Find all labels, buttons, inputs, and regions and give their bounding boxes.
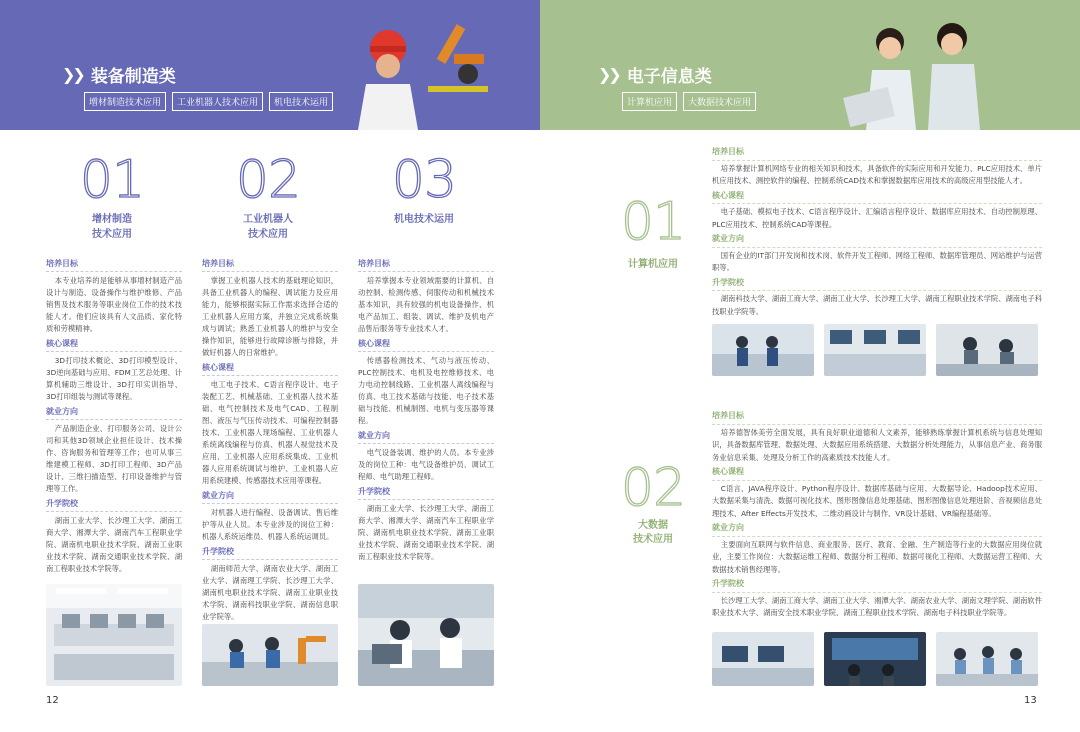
program-label-2: 技术应用 xyxy=(92,229,132,240)
program-label-2: 技术应用 xyxy=(248,229,288,240)
section-text: 培养德智体美劳全面发展，具有良好职业道德和人文素养，能够熟练掌握计算机系统与信息处理知识，具备数据库管理、数据处理、大数据应用系统搭建、大数据分析处理能力，从事信息产业、商务服务业信息采集、处理及分析工作的高素质技术技能人才。 xyxy=(712,427,1042,462)
tag: 工业机器人技术应用 xyxy=(172,92,263,111)
photo-data-lab-1 xyxy=(712,632,814,686)
section-head: 核心课程 xyxy=(46,338,182,352)
section-text: 长沙理工大学、湖南工商大学、湖南工业大学、湘潭大学、湖南农业大学、湖南文理学院、湖南软件职业技术大学、湖南安全技术职业学院、湖南工程职业技术学院、湖南电子科技职业学院等。 xyxy=(712,595,1042,617)
section-head: 核心课程 xyxy=(712,466,1042,481)
program-text-1 xyxy=(46,258,182,575)
section-text: 产品制造企业、打印服务公司、设计公司和其他3D领域企业担任设计、技术操作、咨询服务和管理等工作；也可从事三维建模工程师、3D打印工程师、3D产品设计、三维扫描造型、打印设备维护与管理等工作。 xyxy=(46,424,182,493)
photo-computer-class-1 xyxy=(712,324,814,376)
section-text: 掌握工业机器人技术的基础理论知识，具备工业机器人的编程、调试能力及应用能力，能够根据实际工作需求选择合适的工业机器人应用方案，并独立完成系统集成与调试；熟悉工业机器人的维护与安全操作知识，能够进行故障诊断与排除，并做好机器人的日常维护。 xyxy=(202,276,338,357)
section-text: 电工电子技术、C语言程序设计、电子装配工艺、机械基础、工业机器人技术基础、电气控制技术及电气CAD、工程制图、液压与气压传动技术、可编程控制器技术、工业机器人现场编程、工业机器人系统离线编程与仿真、机器人视觉技术及应用、工业机器人应用系统集成、工业机器人应用系统调试与维护、工业机器人应用系统建模、传感器技术应用等课程。 xyxy=(202,380,338,485)
program-label: 大数据 xyxy=(638,520,668,531)
chevron-right-icon: ❯❯ xyxy=(598,65,619,84)
program-label: 工业机器人 xyxy=(243,214,293,225)
section-head: 核心课程 xyxy=(202,362,338,376)
program-number: 02 xyxy=(620,458,686,518)
section-text: 湖南工业大学、长沙理工大学、湖南工商大学、湘潭大学、湖南汽车工程职业学院、湖南机电职业技术学院、湖南工业职业技术学院、湖南交通职业技术学院、湖南工程职业技术学院等。 xyxy=(358,504,494,561)
section-text: 对机器人进行编程、设备调试、售后维护等从业人员。本专业涉及的岗位工种：机器人系统运维员、机器人系统运调员。 xyxy=(202,508,338,541)
program-label-2: 技术应用 xyxy=(633,534,673,545)
tag: 大数据技术应用 xyxy=(683,92,756,111)
program-column-1 xyxy=(42,150,182,242)
program-label: 机电技术运用 xyxy=(394,214,454,225)
tag: 机电技术运用 xyxy=(269,92,333,111)
section-text: C语言、JAVA程序设计、Python程序设计、数据库基础与应用、大数据导论、Hadoop技术应用、大数据采集与清洗、数据可视化技术、图形图像信息处理基础、图形图像信息处理进阶、音视频信息处理技术、After Effects开发技术、二维动画设计与制作、VR设计基础、VR编程基础等。 xyxy=(712,483,1042,518)
tag-list-right xyxy=(622,92,756,111)
photo-electrical-training xyxy=(358,584,494,686)
program-text-2 xyxy=(202,258,338,623)
section-head: 升学院校 xyxy=(712,277,1042,292)
photo-computer-class-3 xyxy=(936,324,1038,376)
section-text: 本专业培养的是能够从事增材制造产品设计与制造、设备操作与维护维修、产品销售及技术服务等职业岗位工作的技术技能人才。他们应该具有人文品质、家化特质和劳模精神。 xyxy=(46,276,182,333)
section-text: 培养掌握计算机网络专业的相关知识和技术，具备软件的实际应用和开发能力、PLC应用技术、单片机应用技术、测控软件的编程、控制系统CAD技术和掌握数据库应用技术的高级应用型技能人才。 xyxy=(712,163,1042,185)
program-number: 03 xyxy=(391,150,457,210)
section-text: 传感器检测技术、气动与液压传动、PLC控制技术、电机及电控维修技术、电力电动控制线路、工业机器人离线编程与仿真、电工技术基础与技能、电子技术基础与技能、机械制图、电机与变压器等课程。 xyxy=(358,356,494,425)
program-text-bigdata xyxy=(712,410,1042,620)
banner-title-text: 装备制造类 xyxy=(90,67,176,87)
program-text-3 xyxy=(358,258,494,563)
section-head: 培养目标 xyxy=(46,258,182,272)
section-text: 湖南工业大学、长沙理工大学、湖南工商大学、湘潭大学、湖南汽车工程职业学院、湖南机电职业技术学院、湖南工业职业技术学院、湖南交通职业技术学院、湖南工程职业技术学院等。 xyxy=(46,516,182,573)
tag-list-left xyxy=(84,92,333,111)
banner-equipment-manufacturing xyxy=(0,0,540,130)
banner-title-left xyxy=(62,62,176,87)
section-head: 核心课程 xyxy=(358,338,494,352)
section-head: 就业方向 xyxy=(46,406,182,420)
photo-robot-workshop xyxy=(202,624,338,686)
program-label: 增材制造 xyxy=(92,214,132,225)
section-head: 培养目标 xyxy=(712,410,1042,425)
section-head: 升学院校 xyxy=(358,486,494,500)
chevron-right-icon: ❯❯ xyxy=(62,65,83,84)
program-number: 01 xyxy=(620,192,686,252)
section-head: 就业方向 xyxy=(358,430,494,444)
program-column-3 xyxy=(354,150,494,227)
banner-electronic-info xyxy=(540,0,1080,130)
section-text: 3D打印技术概论、3D打印模型设计、3D逆向基础与应用、FDM工艺总处理、计算机辅助三维设计、3D打印实训指导、3D打印组装与测试等课程。 xyxy=(46,356,182,401)
section-text: 湖南科技大学、湖南工商大学、湖南工业大学、长沙理工大学、湖南工程职业技术学院、湖南电子科技职业学院等。 xyxy=(712,294,1042,316)
banner-photo-students-laptop xyxy=(840,12,1000,130)
photo-computer-class-2 xyxy=(824,324,926,376)
section-text: 电气设备装调、维护的人员。本专业涉及的岗位工种：电气设备维护员、调试工程师、电气助理工程师。 xyxy=(358,448,494,481)
page-number-left: 12 xyxy=(46,695,59,706)
tag: 增材制造技术应用 xyxy=(84,92,166,111)
program-number: 01 xyxy=(79,150,145,210)
section-head: 核心课程 xyxy=(712,190,1042,205)
section-head: 升学院校 xyxy=(46,498,182,512)
photo-data-lab-3 xyxy=(936,632,1038,686)
photo-data-lab-2 xyxy=(824,632,926,686)
program-label: 计算机应用 xyxy=(628,259,678,270)
tag: 计算机应用 xyxy=(622,92,677,111)
section-head: 培养目标 xyxy=(358,258,494,272)
section-text: 主要面向互联网与软件信息、商业服务、医疗、教育、金融、生产制造等行业的大数据应用岗位就业，主要工作岗位：大数据运维工程师、数据分析工程师、数据可视化工程师、大数据运营工程师、大数据技术销售经理等。 xyxy=(712,539,1042,574)
section-head: 升学院校 xyxy=(202,546,338,560)
section-head: 就业方向 xyxy=(202,490,338,504)
section-text: 培养掌握本专业领域需要的计算机、自动控制、检测传感、伺服传动和机械技术基本知识，具有较强的机电设备操作、机电产品加工、组装、调试、维护及机电产品售后服务等专业技术人才。 xyxy=(358,276,494,333)
section-text: 国有企业的IT部门开发岗和技术岗、软件开发工程师、网络工程师、数据库管理员、网站维护与运营职等。 xyxy=(712,250,1042,272)
section-head: 升学院校 xyxy=(712,578,1042,593)
section-head: 培养目标 xyxy=(712,146,1042,161)
section-head: 就业方向 xyxy=(712,233,1042,248)
photo-lab-3d-printing xyxy=(46,584,182,686)
section-text: 湖南师范大学、湖南农业大学、湖南工业大学、湖南理工学院、长沙理工大学、湖南机电职业技术学院、湖南工业职业技术学院、湖南科技职业学院、湖南信息职业学院等。 xyxy=(202,564,338,621)
banner-title-text: 电子信息类 xyxy=(626,67,712,87)
program-number: 02 xyxy=(235,150,301,210)
banner-title-right xyxy=(598,62,712,87)
section-head: 培养目标 xyxy=(202,258,338,272)
program-column-2 xyxy=(198,150,338,242)
page-number-right: 13 xyxy=(1024,695,1037,706)
program-text-computer xyxy=(712,146,1042,318)
section-text: 电子基础、模拟电子技术、C语言程序设计、汇编语言程序设计、数据库应用技术、自动控制原理、PLC应用技术、控制系统CAD等课程。 xyxy=(712,207,1042,229)
section-head: 就业方向 xyxy=(712,522,1042,537)
banner-photo-worker-robot xyxy=(336,14,496,130)
